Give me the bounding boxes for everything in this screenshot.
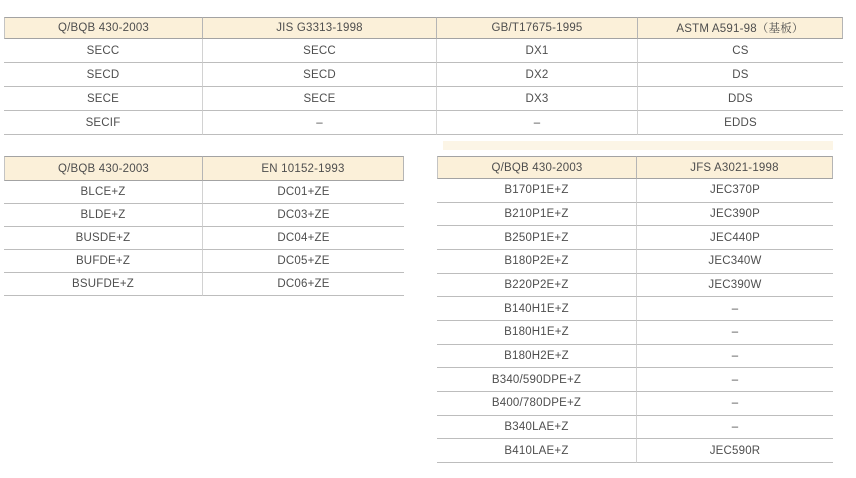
table-cell: SECE bbox=[4, 87, 203, 111]
table-cell: – bbox=[437, 111, 638, 135]
table-cell: DC04+ZE bbox=[203, 227, 404, 250]
table-cell: DX2 bbox=[437, 63, 638, 87]
table-cell: DC01+ZE bbox=[203, 181, 404, 204]
table-cell: DX1 bbox=[437, 39, 638, 63]
table-cell: – bbox=[637, 345, 833, 369]
table-cell: B340LAE+Z bbox=[437, 416, 637, 440]
table-cell: B250P1E+Z bbox=[437, 226, 637, 250]
table-cell: CS bbox=[638, 39, 843, 63]
table-cell: B180P2E+Z bbox=[437, 250, 637, 274]
table-cell: SECIF bbox=[4, 111, 203, 135]
column-header: JFS A3021-1998 bbox=[637, 156, 833, 179]
table-cell: DS bbox=[638, 63, 843, 87]
table-cell: B140H1E+Z bbox=[437, 297, 637, 321]
table-cell: B180H2E+Z bbox=[437, 345, 637, 369]
table-cell: DC03+ZE bbox=[203, 204, 404, 227]
table-cell: B210P1E+Z bbox=[437, 203, 637, 227]
table-cell: BLDE+Z bbox=[4, 204, 203, 227]
table-cell: SECE bbox=[203, 87, 437, 111]
table-cell: JEC440P bbox=[637, 226, 833, 250]
table-cell: – bbox=[637, 297, 833, 321]
table-cell: EDDS bbox=[638, 111, 843, 135]
table-cell: JEC390P bbox=[637, 203, 833, 227]
table-cell: B400/780DPE+Z bbox=[437, 392, 637, 416]
column-header: JIS G3313-1998 bbox=[203, 17, 437, 39]
table-cell: – bbox=[637, 416, 833, 440]
table-cell: – bbox=[637, 368, 833, 392]
table-cell: B170P1E+Z bbox=[437, 179, 637, 203]
table-cell: SECC bbox=[4, 39, 203, 63]
table-cell: BUFDE+Z bbox=[4, 250, 203, 273]
table-cell: B220P2E+Z bbox=[437, 274, 637, 298]
table-cell: SECD bbox=[203, 63, 437, 87]
table-cell: B180H1E+Z bbox=[437, 321, 637, 345]
table-cell: – bbox=[637, 321, 833, 345]
table-cell: SECD bbox=[4, 63, 203, 87]
table-cell: DDS bbox=[638, 87, 843, 111]
column-header: Q/BQB 430-2003 bbox=[437, 156, 637, 179]
table-cell: JEC390W bbox=[637, 274, 833, 298]
column-header: GB/T17675-1995 bbox=[437, 17, 638, 39]
table-cell: DC06+ZE bbox=[203, 273, 404, 296]
table-cell: – bbox=[637, 392, 833, 416]
table-jfs-a3021-comparison bbox=[437, 156, 833, 463]
column-header: ASTM A591-98（基板） bbox=[638, 17, 843, 39]
table-cell: DC05+ZE bbox=[203, 250, 404, 273]
table-cell: – bbox=[203, 111, 437, 135]
faint-header-shadow-strip bbox=[443, 141, 833, 150]
table-cell: BSUFDE+Z bbox=[4, 273, 203, 296]
table-cell: BUSDE+Z bbox=[4, 227, 203, 250]
table-cell: JEC340W bbox=[637, 250, 833, 274]
column-header: EN 10152-1993 bbox=[203, 156, 404, 181]
table-cell: SECC bbox=[203, 39, 437, 63]
table-cell: B410LAE+Z bbox=[437, 439, 637, 463]
table-cell: B340/590DPE+Z bbox=[437, 368, 637, 392]
table-cell: JEC590R bbox=[637, 439, 833, 463]
table-en10152-comparison bbox=[4, 156, 404, 296]
column-header: Q/BQB 430-2003 bbox=[4, 17, 203, 39]
table-coated-sheet-standard-comparison bbox=[4, 17, 843, 135]
column-header: Q/BQB 430-2003 bbox=[4, 156, 203, 181]
table-cell: BLCE+Z bbox=[4, 181, 203, 204]
table-cell: JEC370P bbox=[637, 179, 833, 203]
table-cell: DX3 bbox=[437, 87, 638, 111]
